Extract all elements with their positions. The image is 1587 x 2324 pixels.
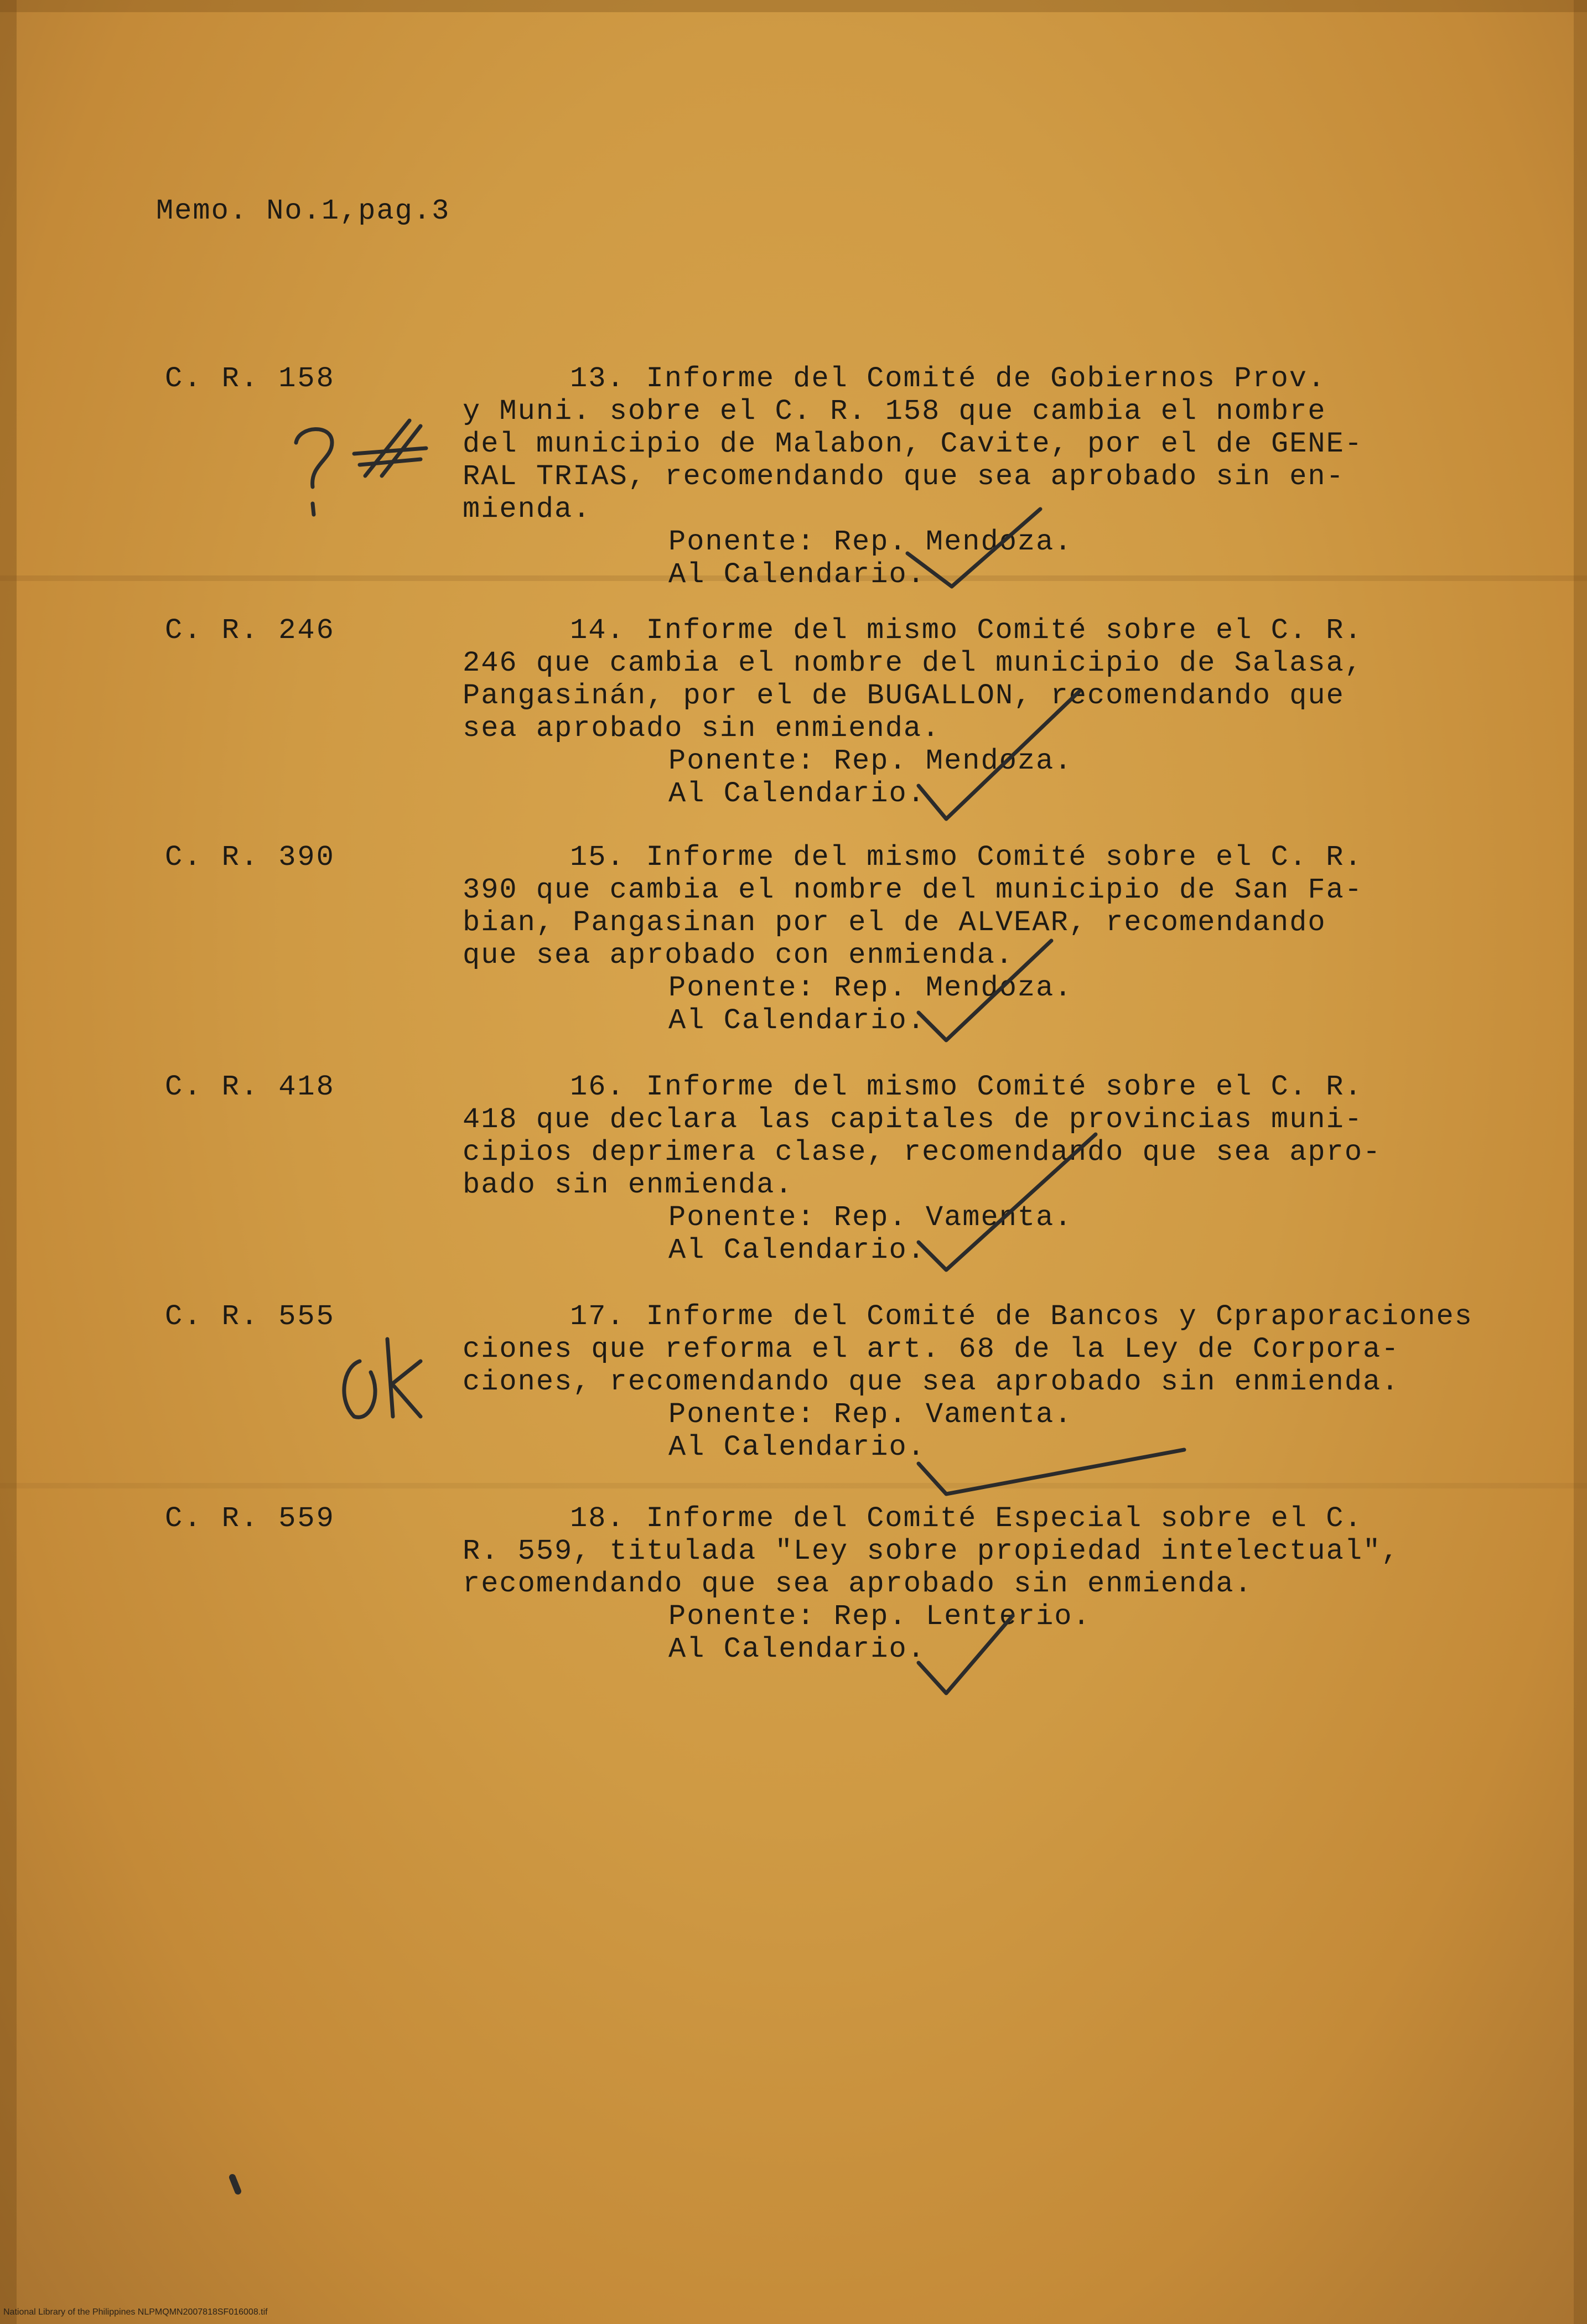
entry-ponente: Ponente: Rep. Vamenta. [668, 1201, 1073, 1234]
entry-text-line: bian, Pangasinan por el de ALVEAR, recomendando [463, 906, 1326, 939]
entry-first-line [463, 362, 1514, 395]
entry-text-line: Informe del mismo Comité sobre el C. R. [646, 1071, 1363, 1103]
entry-code: C. R. 158 [165, 362, 335, 395]
entry-text-line: bado sin enmienda. [463, 1169, 794, 1201]
paper-fold [0, 1483, 1587, 1488]
entry-text-line: Informe del Comité de Gobiernos Prov. [646, 362, 1326, 395]
scribble-annotation [354, 421, 426, 476]
entry-number: 16. [570, 1071, 625, 1103]
paper-edge-top [0, 0, 1587, 12]
entry-body [463, 1071, 1514, 1267]
memo-header: Memo. No.1,pag.3 [156, 195, 450, 227]
entry-first-line [463, 614, 1514, 647]
entry-ponente: Ponente: Rep. Lenterio. [668, 1600, 1091, 1633]
entry-text-line: recomendando que sea aprobado sin enmienda. [463, 1568, 1253, 1600]
entry-text-line: Informe del Comité Especial sobre el C. [646, 1502, 1363, 1535]
entry-text-line: cipios deprimera clase, recomendando que sea apro- [463, 1136, 1382, 1169]
entry-text-line: mienda. [463, 493, 592, 526]
entry-text-line: 418 que declara las capitales de provincias muni- [463, 1103, 1363, 1136]
entry-first-line [463, 1071, 1514, 1103]
entry-text-line: ciones, recomendando que sea aprobado sin enmienda. [463, 1366, 1400, 1398]
entry-number: 15. [570, 841, 625, 874]
entry-text-line: RAL TRIAS, recomendando que sea aprobado sin en- [463, 460, 1345, 493]
entry-code: C. R. 246 [165, 614, 335, 647]
entry-text-line: Pangasinán, por el de BUGALLON, recomendando que [463, 679, 1345, 712]
entry-code: C. R. 555 [165, 1300, 335, 1333]
archive-footer: National Library of the Philippines NLPMQMN2007818SF016008.tif [3, 2307, 268, 2317]
entry-first-line [463, 1502, 1514, 1535]
entry-body [463, 1300, 1514, 1464]
ok-annotation [344, 1339, 421, 1417]
entry-text-line: ciones que reforma el art. 68 de la Ley de Corpora- [463, 1333, 1400, 1366]
ink-mark [232, 2177, 238, 2191]
entry-ponente: Ponente: Rep. Vamenta. [668, 1398, 1073, 1431]
entry-text-line: que sea aprobado con enmienda. [463, 939, 1014, 972]
paper-edge-right [1574, 0, 1587, 2324]
entry-calendario: Al Calendario. [668, 1234, 926, 1267]
entry-number: 14. [570, 614, 625, 647]
entry-code: C. R. 418 [165, 1071, 335, 1103]
entry-calendario: Al Calendario. [668, 1004, 926, 1037]
entry-text-line: Informe del Comité de Bancos y Cpraporaciones [646, 1300, 1473, 1333]
entry-ponente: Ponente: Rep. Mendoza. [668, 526, 1073, 558]
entry-text-line: R. 559, titulada "Ley sobre propiedad intelectual", [463, 1535, 1400, 1568]
entry-text-line: 390 que cambia el nombre del municipio de San Fa- [463, 874, 1363, 906]
entry-number: 13. [570, 362, 625, 395]
entry-calendario: Al Calendario. [668, 1633, 926, 1666]
entry-calendario: Al Calendario. [668, 1431, 926, 1464]
entry-text-line: sea aprobado sin enmienda. [463, 712, 941, 745]
entry-body [463, 362, 1514, 591]
entry-text-line: Informe del mismo Comité sobre el C. R. [646, 841, 1363, 874]
entry-text-line: y Muni. sobre el C. R. 158 que cambia el nombre [463, 395, 1326, 428]
entry-body [463, 1502, 1514, 1666]
entry-number: 18. [570, 1502, 625, 1535]
entry-code: C. R. 559 [165, 1502, 335, 1535]
entry-text-line: 246 que cambia el nombre del municipio de Salasa, [463, 647, 1363, 679]
entry-text-line: del municipio de Malabon, Cavite, por el de GENE- [463, 428, 1363, 460]
entry-calendario: Al Calendario. [668, 558, 926, 591]
entry-first-line [463, 841, 1514, 874]
entry-ponente: Ponente: Rep. Mendoza. [668, 972, 1073, 1004]
entry-code: C. R. 390 [165, 841, 335, 874]
entry-body [463, 614, 1514, 810]
paper-edge-left [0, 0, 17, 2324]
entry-text-line: Informe del mismo Comité sobre el C. R. [646, 614, 1363, 647]
entry-calendario: Al Calendario. [668, 777, 926, 810]
entry-first-line [463, 1300, 1514, 1333]
entry-body [463, 841, 1514, 1037]
question-mark-annotation [296, 429, 332, 515]
entry-number: 17. [570, 1300, 625, 1333]
entry-ponente: Ponente: Rep. Mendoza. [668, 745, 1073, 777]
